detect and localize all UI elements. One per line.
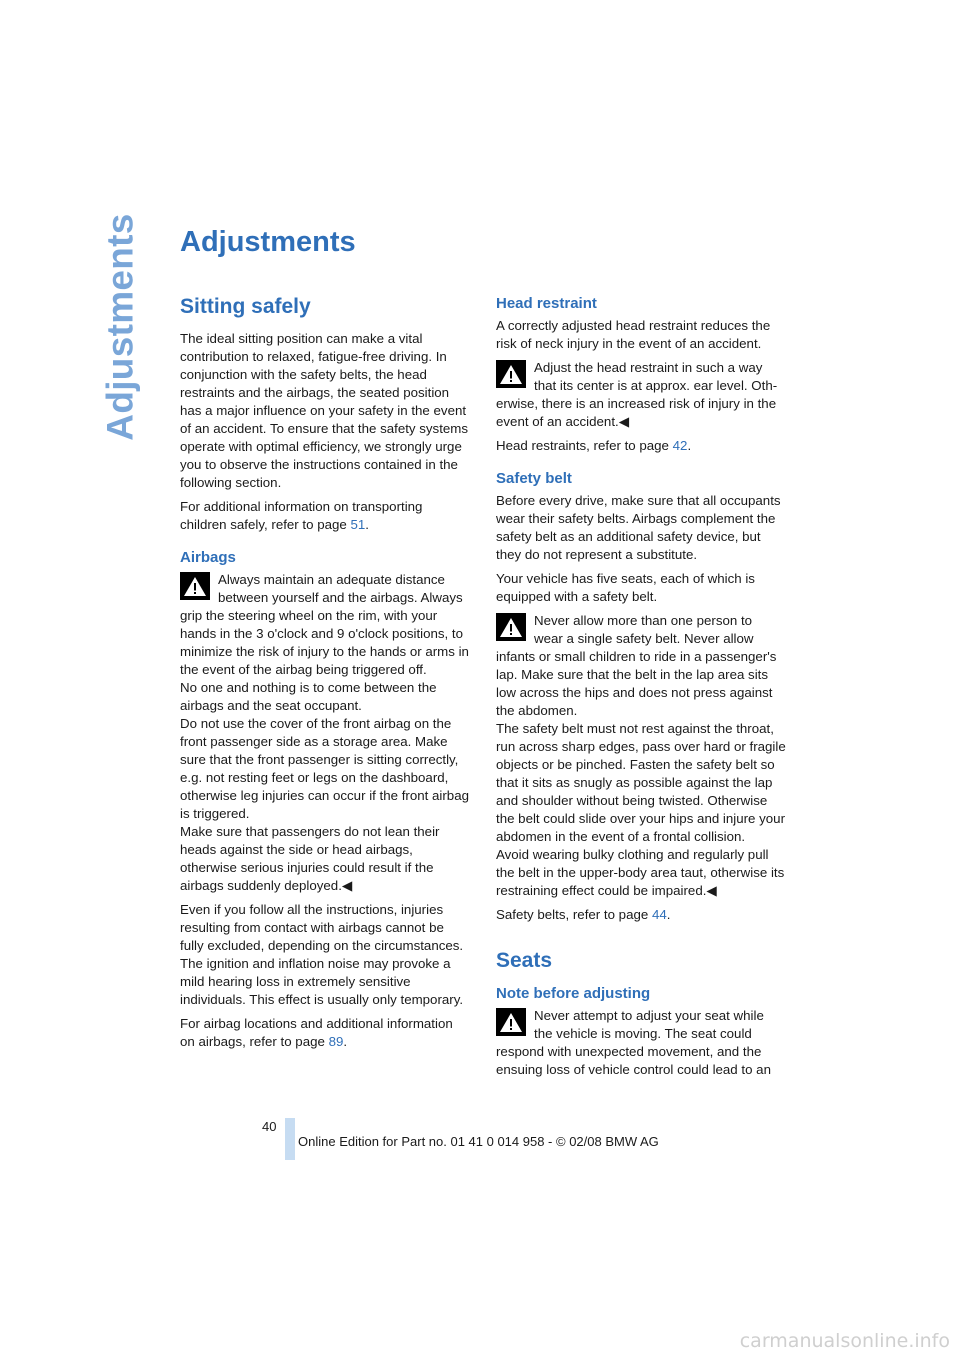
subheading-note-before-adjusting: Note before adjusting bbox=[496, 985, 651, 1002]
airbag-warning: Always maintain an adequate distance between yourself and the airbags. Always grip the steering wheel on the rim, with your hands in the 3 o'clock and 9 o'clock positions, to minimize the risk of injury to the hands or arms in the event of the airbag being triggered off. No one and nothing is to come between the airbags and the seat occupant. Do not use the cover of the front airbag on the front passenger side as a storage area. Make sure that the front passenger is sitting correctly, e.g. not resting feet or legs on the dashboard, otherwise leg injuries can occur if the front airbag is triggered. Make sure that passengers do not lean their heads against the side or head airbags, otherwise serious injuries could result if the airbags suddenly deployed.◀ bbox=[180, 572, 469, 893]
page-link-89[interactable]: 89 bbox=[328, 1034, 344, 1049]
subheading-safety-belt: Safety belt bbox=[496, 470, 572, 487]
seat-adjust-warning: Never attempt to adjust your seat while the vehicle is moving. The seat could respond with unexpected movement, and the ensuing loss of vehicle control could lead to an bbox=[496, 1008, 771, 1077]
warning-triangle-icon bbox=[496, 1008, 526, 1036]
head-restraint-reference: Head restraints, refer to page 42. bbox=[496, 438, 692, 453]
page-title: Adjustments bbox=[180, 226, 356, 258]
head-restraint-intro: A correctly adjusted head restraint reduces the risk of neck injury in the event of an accident. bbox=[496, 318, 771, 351]
page-link-51[interactable]: 51 bbox=[350, 517, 366, 532]
site-watermark: carmanualsonline.info bbox=[739, 1330, 950, 1352]
page-number: 40 bbox=[262, 1119, 277, 1134]
children-reference: For additional information on transporting children safely, refer to page 51. bbox=[180, 499, 423, 532]
subheading-airbags: Airbags bbox=[180, 549, 236, 566]
subheading-head-restraint: Head restraint bbox=[496, 295, 597, 312]
sitting-intro: The ideal sitting position can make a vital contribution to relaxed, fatigue-free driving. In conjunction with the safety belts, the head restraints and the airbags, the seated position has a major influence on your safety in the event of an accident. To ensure that the safety systems operate with optimal efficiency, we strongly urge you to observe the instructions contained in the following section. bbox=[180, 331, 469, 490]
airbag-locations-reference: For airbag locations and additional information on airbags, refer to page 89. bbox=[180, 1016, 453, 1049]
left-column bbox=[180, 294, 470, 1057]
chapter-sidebar-label: Adjustments bbox=[100, 213, 142, 441]
right-column bbox=[496, 294, 786, 1085]
safety-belt-reference: Safety belts, refer to page 44. bbox=[496, 907, 671, 922]
section-heading-seats: Seats bbox=[496, 949, 553, 972]
warning-triangle-icon bbox=[496, 360, 526, 388]
section-heading-sitting-safely: Sitting safely bbox=[180, 295, 311, 318]
chapter-sidebar-title bbox=[86, 213, 156, 441]
page-link-44[interactable]: 44 bbox=[651, 907, 667, 922]
warning-triangle-icon bbox=[180, 572, 210, 600]
seats-info: Your vehicle has five seats, each of which is equipped with a safety belt. bbox=[496, 571, 755, 604]
footer-accent-bar bbox=[285, 1118, 295, 1160]
page-link-42[interactable]: 42 bbox=[672, 438, 688, 453]
edition-notice: Online Edition for Part no. 01 41 0 014 958 - © 02/08 BMW AG bbox=[298, 1134, 659, 1149]
airbag-injury-note: Even if you follow all the instructions, injuries resulting from contact with airbags cannot be fully excluded, depending on the circumstances. The ignition and inflation noise may provoke a mild hearing loss in extremely sensitive individuals. This effect is usually only temporary. bbox=[180, 902, 464, 1007]
safety-belt-intro: Before every drive, make sure that all occupants wear their safety belts. Airbags complement the safety belt as an additional safety device, but they do not represent a substitute. bbox=[496, 493, 781, 562]
warning-triangle-icon bbox=[496, 613, 526, 641]
head-restraint-warning: Adjust the head restraint in such a way that its center is at approx. ear level. Oth- erwise, there is an increased risk of injury in the event of an accident.◀ bbox=[496, 360, 778, 429]
safety-belt-warning: Never allow more than one person to wear a single safety belt. Never allow infants or small children to ride in a passenger's lap. Make sure that the belt in the lap area sits low across the hips and does not press against the abdomen. The safety belt must not rest against the throat, run across sharp edges, pass over hard or fragile objects or be pinched. Fasten the safety belt so that it sits as snugly as possible against the lap and shoulder without being twisted. Otherwise the belt could slide over your hips and injure your abdomen in the event of a frontal collision. Avoid wearing bulky clothing and regularly pull the belt in the upper-body area taut, otherwise its restraining effect could be impaired.◀ bbox=[496, 613, 786, 898]
